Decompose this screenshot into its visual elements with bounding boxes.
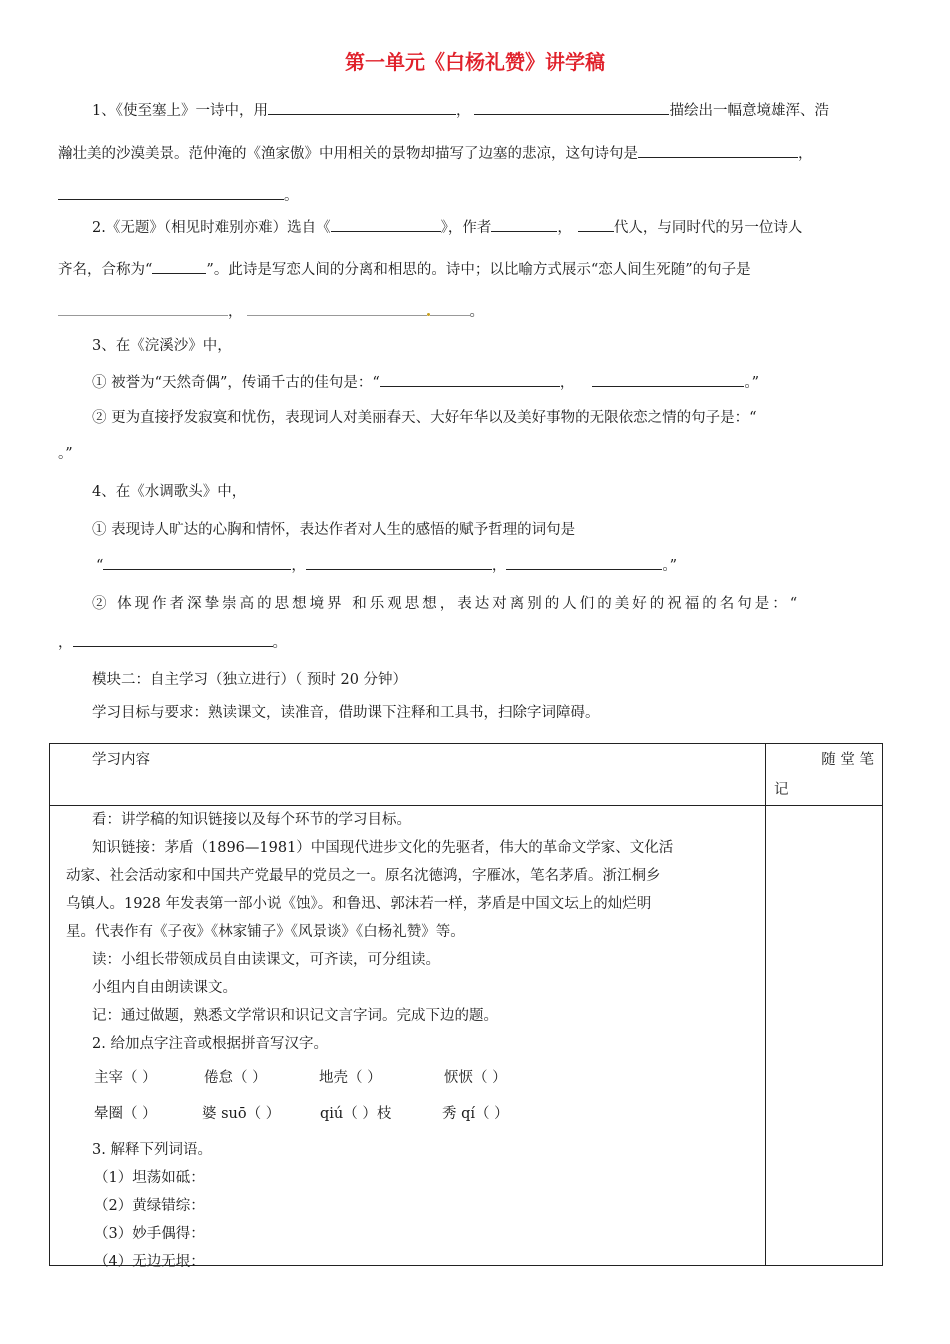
q4-blank-4[interactable] [73,632,273,647]
read-instruction: 读：小组长带领成员自由读课文，可齐读，可分组读。 [92,952,440,968]
q3-blank-1[interactable] [380,372,560,387]
pinyin-row-2 [94,1104,509,1124]
q2-blank-6[interactable] [247,301,427,316]
page-title: 第一单元《白杨礼赞》讲学稿 [345,50,605,74]
q1-blank-3[interactable] [638,143,798,158]
pinyin-row-1 [94,1068,507,1088]
vocab-item-4[interactable]: （4）无边无垠： [94,1254,205,1270]
q3-s1-text-b: ， [559,375,575,391]
q2-text-a: 2.《无题》（相见时难别亦难）选自《 [92,220,331,236]
pinyin-item[interactable]: 地壳（ ） [319,1070,382,1086]
q4-s1-close: 。” [662,558,678,574]
pinyin-item[interactable]: 倦怠（ ） [204,1070,267,1086]
q2-text-e: 齐名，合称为“ [58,262,153,278]
q2-text-b: 》，作者 [440,220,492,236]
study-table [49,743,883,1270]
q2-blank-5[interactable] [58,301,228,316]
q4-s1-sep1: ， [291,558,306,574]
q3-sub2: ② 更为直接抒发寂寞和忧伤，表现词人对美丽春天、大好年华以及美好事物的无限依恋之情的句子是：“ [92,410,757,426]
group-reading: 小组内自由朗读课文。 [92,980,237,996]
q4-s2-close: 。 [272,635,287,651]
q4-sub1-blanks [96,555,677,576]
vocab-question: 3. 解释下列词语。 [92,1142,212,1158]
q1-blank-4[interactable] [58,185,284,200]
q4-s2-sep: ， [58,635,73,651]
q1-text-c: 描绘出一幅意境雄浑、浩 [669,103,829,119]
pinyin-question: 2. 给加点字注音或根据拼音写汉字。 [92,1036,328,1052]
q2-blank-4[interactable] [152,259,206,274]
vocab-item-1[interactable]: （1）坦荡如砥： [94,1170,205,1186]
knowledge-link-2: 动家、社会活动家和中国共产党最早的党员之一。原名沈德鸿，字雁冰，笔名茅盾。浙江桐乡 [66,868,661,884]
q2-text-g: ， [228,304,243,320]
q3-blank-2[interactable] [592,372,744,387]
pinyin-item[interactable]: 晕圈（ ） [94,1106,157,1122]
q3-head: 3、在《浣溪沙》中， [92,338,232,354]
q2-line3 [58,301,484,322]
q2-text-h: 。 [469,304,484,320]
content-cell [50,806,766,1270]
q1-text-a: 1、《使至塞上》一诗中，用 [92,103,268,119]
header-notes-label: 随 堂 笔 [821,752,874,768]
q1-line1 [92,100,829,121]
vocab-item-3[interactable]: （3）妙手偶得： [94,1226,205,1242]
q4-blank-2[interactable] [306,555,492,570]
q2-blank-1[interactable] [331,217,441,232]
q4-s1-open: “ [96,558,104,574]
q4-sub2: ② 体现作者深挚崇高的思想境界 和乐观思想，表达对离别的人们的美好的祝福的名句是：“ [92,596,801,612]
header-content [50,744,766,806]
q3-s1-text-a: ① 被誉为“天然奇偶”，传诵千古的佳句是：“ [92,375,380,391]
learning-goal: 学习目标与要求：熟读课文，读准音，借助课下注释和工具书，扫除字词障碍。 [92,705,600,721]
q3-sub1 [92,372,759,393]
pinyin-item[interactable]: 婆 suō（ ） [202,1106,281,1122]
q4-blank-1[interactable] [103,555,291,570]
q2-text-c: ， [557,220,572,236]
module2-heading: 模块二：自主学习（独立进行）（ 预时 20 分钟） [92,672,408,688]
header-content-label: 学习内容 [92,752,150,768]
vocab-item-2[interactable]: （2）黄绿错综： [94,1198,205,1214]
q1-text-e: ， [798,146,813,162]
q3-sub2-end: 。” [58,446,73,462]
q2-line1 [92,217,802,238]
q1-text-b: ， [455,103,471,119]
pinyin-item[interactable]: 主宰（ ） [94,1070,157,1086]
q1-blank-2[interactable] [474,100,669,115]
q2-blank-7[interactable] [430,301,470,316]
pinyin-item[interactable]: 恹恹（ ） [444,1070,507,1086]
q2-text-d: 代人，与同时代的另一位诗人 [613,220,803,236]
q1-blank-1[interactable] [268,100,456,115]
q3-s1-text-c: 。” [744,375,760,391]
q2-blank-2[interactable] [491,217,557,232]
knowledge-link-1: 知识链接：茅盾（1896—1981）中国现代进步文化的先驱者，伟大的革命文学家、文化活 [92,840,674,856]
q4-sub1: ① 表现诗人旷达的心胸和情怀，表达作者对人生的感悟的赋予哲理的词句是 [92,522,576,538]
q4-sub2-end [58,632,287,653]
q1-line2 [58,143,813,164]
pinyin-item[interactable]: qiú（ ）枝 [320,1106,392,1122]
pinyin-item[interactable]: 秀 qí（ ） [442,1106,509,1122]
q4-s1-sep2: ， [491,558,507,574]
memorize-instruction: 记：通过做题，熟悉文学常识和识记文言字词。完成下边的题。 [92,1008,498,1024]
q4-head: 4、在《水调歌头》中， [92,484,247,500]
look-instruction: 看：讲学稿的知识链接以及每个环节的学习目标。 [92,812,411,828]
q2-line2 [58,259,751,280]
q1-line3 [58,185,299,206]
q1-text-f: 。 [284,188,299,204]
notes-cell[interactable] [766,806,883,1266]
header-notes-label-2: 记 [774,782,789,798]
q1-text-d: 瀚壮美的沙漠美景。范仲淹的《渔家傲》中用相关的景物却描写了边塞的悲凉，这句诗句是 [58,146,638,162]
q4-blank-3[interactable] [506,555,662,570]
q2-text-f: ”。此诗是写恋人间的分离和相思的。诗中；以比喻方式展示“恋人间生死随”的句子是 [206,262,751,278]
knowledge-link-3: 乌镇人。1928 年发表第一部小说《蚀》。和鲁迅、郭沫若一样，茅盾是中国文坛上的灿烂明 [66,896,652,912]
knowledge-link-4: 星。代表作有《子夜》《林家铺子》《风景谈》《白杨礼赞》等。 [66,924,465,940]
header-notes [766,744,883,806]
q2-blank-3[interactable] [578,217,614,232]
